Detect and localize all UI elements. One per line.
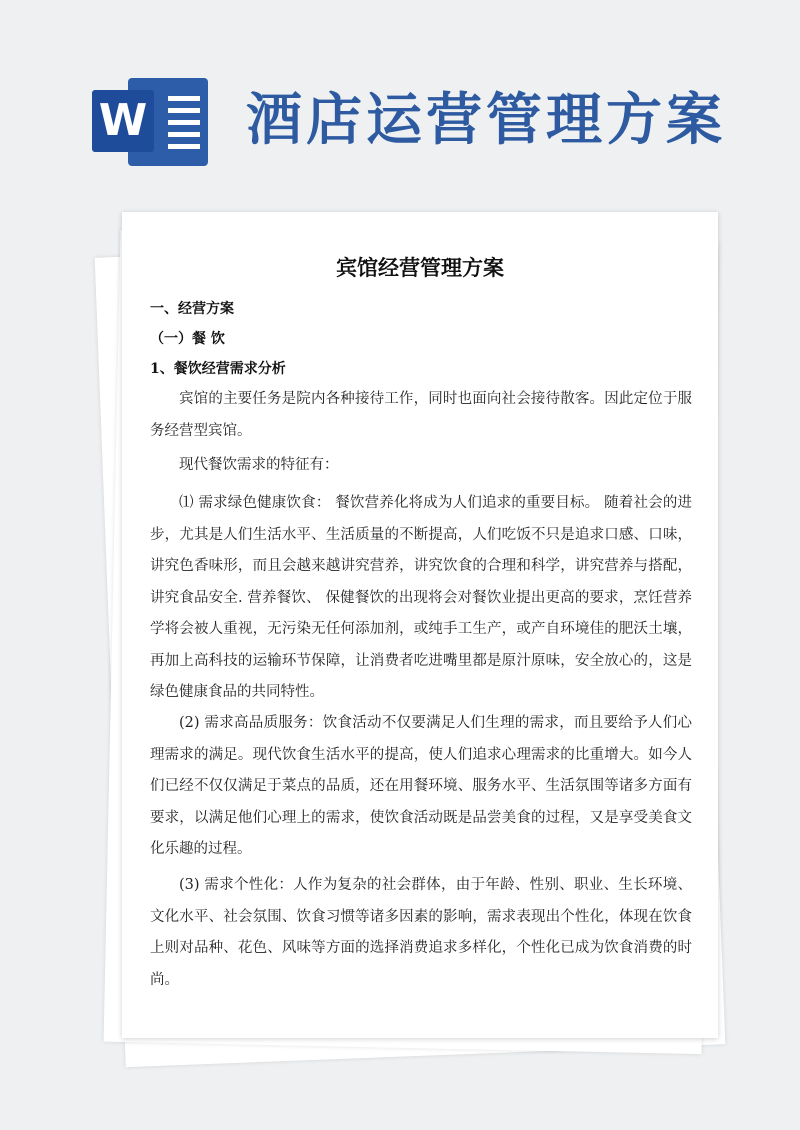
quality-service-paragraph: (2) 需求高品质服务：饮食活动不仅要满足人们生理的需求，而且要给予人们心理需求的满足。现代饮食生活水平的提高，使人们追求心理需求的比重增大。如今人们已经不仅仅满足于菜点的品质，还在用餐环境、服务水平、生活氛围等诸多方面有要求，以满足他们心理上的需求，使饮食活动既是品尝美食的过程，又是享受美食文化乐趣的过程。 <box>150 715 692 857</box>
banner <box>0 0 800 200</box>
document-title: 宾馆经营管理方案 <box>336 255 504 280</box>
document-page <box>122 212 718 1038</box>
intro-paragraph: 宾馆的主要任务是院内各种接待工作，同时也面向社会接待散客。因此定位于服务经营型宾馆。 <box>150 391 692 439</box>
banner-title: 酒店运营管理方案 <box>246 87 726 153</box>
analysis-heading: 1、餐饮经营需求分析 <box>150 361 286 377</box>
personalization-paragraph: (3) 需求个性化：人作为复杂的社会群体，由于年龄、性别、职业、生长环境、文化水平、社会氛围、饮食习惯等诸多因素的影响，需求表现出个性化，体现在饮食上则对品种、花色、风味等方面的选择消费追求多样化，个性化已成为饮食消费的时尚。 <box>150 877 692 988</box>
subsection-heading: （一）餐 饮 <box>150 331 225 347</box>
word-document-icon <box>92 72 216 172</box>
section-heading: 一、经营方案 <box>150 301 234 317</box>
green-health-paragraph: ⑴ 需求绿色健康饮食： 餐饮营养化将成为人们追求的重要目标。 随着社会的进步，尤其是人们生活水平、生活质量的不断提高，人们吃饭不只是追求口感、口味，讲究色香味形，而且会越来越讲究营养，讲究饮食的合理和科学，讲究营养与搭配，讲究食品安全. 营养餐饮、 保健餐饮的出现将会对餐饮业提出更高的要求，烹饪营养学将会被人重视，无污染无任何添加剂，或纯手工生产，或产自环境佳的肥沃土壤， 再加上高科技的运输环节保障，让消费者吃进嘴里都是原汁原味，安全放心的，这是绿色健康食品的共同特性。 <box>150 495 692 700</box>
word-letter-badge: W <box>92 90 154 152</box>
features-intro-paragraph: 现代餐饮需求的特征有： <box>179 457 339 473</box>
